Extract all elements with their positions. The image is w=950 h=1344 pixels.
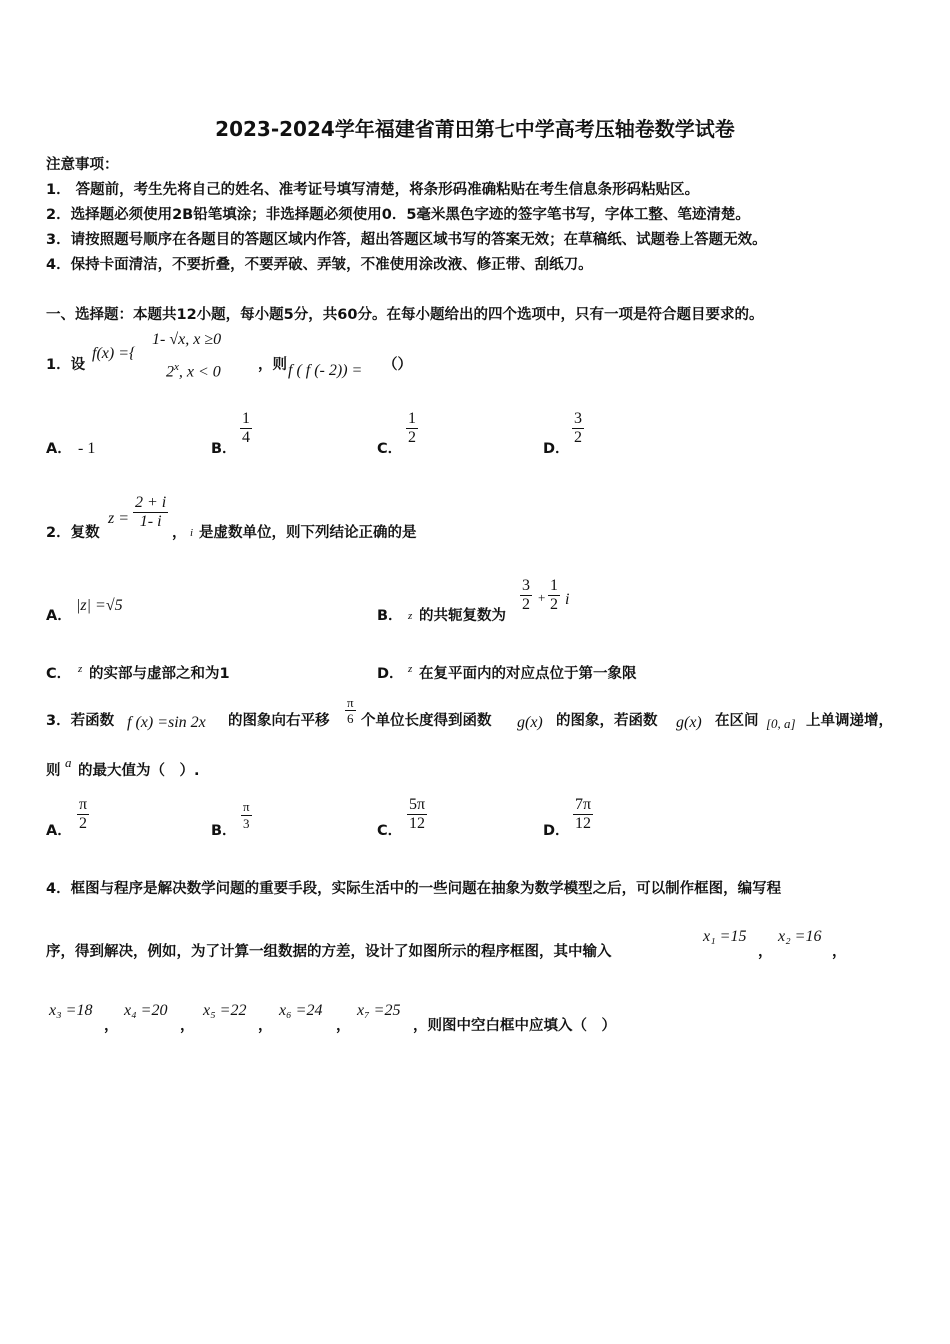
q4-sep3: ，: [104, 1018, 119, 1034]
q2-i: i: [190, 527, 194, 539]
q1-option-a-label: A．: [46, 441, 72, 457]
q4-sep1: ，: [758, 944, 773, 960]
q4-x5: x₅ =22: [203, 1002, 247, 1019]
q4-x2: x₂ =16: [778, 928, 822, 945]
q3-gx: g(x): [517, 714, 543, 731]
q3-option-d-label: D．: [543, 823, 570, 839]
q3-option-a-fraction: $\frac{\pi}{2}$: [79, 796, 88, 832]
q1-expr: f ( f (- 2)) =: [288, 362, 363, 379]
q1-paren: （）: [383, 357, 412, 373]
q2-option-b-text: 的共轭复数为: [419, 608, 506, 624]
q1-option-d-label: D．: [543, 441, 570, 457]
q3-line2-a: 则: [46, 763, 61, 779]
q3-option-b-label: B．: [211, 823, 237, 839]
q3-a: a: [65, 755, 72, 770]
q3-text-1: 的图象向右平移: [228, 713, 330, 729]
notice-heading: 注意事项：: [46, 157, 119, 173]
q3-text-5: 上单调递增，: [806, 713, 893, 729]
q4-x6: x₆ =24: [279, 1002, 323, 1019]
notice-item-3: 3．请按照题号顺序在各题目的答题区域内作答，超出答题区域书写的答案无效；在草稿纸、试题卷上答题无效。: [46, 232, 767, 248]
q1-case1: 1- √x, x ≥0: [152, 331, 222, 348]
q4-sep5: ，: [258, 1018, 273, 1034]
q4-sep6: ，: [336, 1018, 351, 1034]
q4-x1: x₁ =15: [703, 928, 747, 945]
q2-lead: 2．复数: [46, 525, 100, 541]
q2-option-d-text: 在复平面内的对应点位于第一象限: [419, 666, 637, 682]
q3-option-a-label: A．: [46, 823, 72, 839]
q4-sep4: ，: [180, 1018, 195, 1034]
q3-shift-fraction: $\frac{\pi}{6}$: [347, 695, 354, 726]
q1-option-c-label: C．: [377, 441, 403, 457]
q1-option-a-value: - 1: [78, 440, 96, 457]
q4-x7: x₇ =25: [357, 1002, 401, 1019]
q2-option-a-label: A．: [46, 608, 72, 624]
q2-z-eq: z =: [108, 510, 130, 527]
q1-then: ，则: [258, 357, 287, 373]
q2-option-b-i: i: [565, 591, 570, 608]
q2-comma: ，: [172, 525, 187, 541]
q2-option-c-text: 的实部与虚部之和为1: [89, 666, 230, 682]
q4-sep2: ，: [832, 944, 847, 960]
q1-option-d-fraction: $\frac{3}{2}$: [574, 410, 582, 446]
page-title: 2023-2024学年福建省莆田第七中学高考压轴卷数学试卷: [215, 117, 735, 141]
notice-item-4: 4．保持卡面清洁，不要折叠，不要弄破、弄皱，不准使用涂改液、修正带、刮纸刀。: [46, 257, 593, 273]
q2-option-b-frac1: $\frac{3}{2}$: [522, 577, 530, 613]
q3-text-4: 在区间: [715, 713, 759, 729]
q2-option-d-z: z: [408, 663, 413, 675]
q3-option-c-label: C．: [377, 823, 403, 839]
q4-x4: x₄ =20: [124, 1002, 168, 1019]
q3-gx-2: g(x): [676, 714, 702, 731]
notice-item-1: 1． 答题前，考生先将自己的姓名、准考证号填写清楚，将条形码准确粘贴在考生信息条形码粘贴区。: [46, 182, 700, 198]
q1-lead: 1．设: [46, 357, 86, 373]
q2-option-a-math: |z| =√5: [76, 597, 123, 614]
q2-option-b-z: z: [408, 610, 413, 622]
q3-text-3: 的图象，若函数: [556, 713, 658, 729]
q3-text-2: 个单位长度得到函数: [361, 713, 492, 729]
q2-option-c-label: C．: [46, 666, 72, 682]
q4-line2: 序，得到解决，例如，为了计算一组数据的方差，设计了如图所示的程序框图，其中输入: [46, 944, 612, 960]
q1-option-b-label: B．: [211, 441, 237, 457]
q3-interval: [0, a]: [766, 716, 796, 731]
q4-line1: 4．框图与程序是解决数学问题的重要手段，实际生活中的一些问题在抽象为数学模型之后，可以制作框图，编写程: [46, 881, 782, 897]
q3-option-b-fraction: $\frac{\pi}{3}$: [243, 799, 250, 831]
notice-item-2: 2．选择题必须使用2B铅笔填涂；非选择题必须使用0．5毫米黑色字迹的签字笔书写，字体工整、笔迹清楚。: [46, 207, 750, 223]
q1-option-c-fraction: $\frac{1}{2}$: [408, 410, 416, 446]
q4-end: ，则图中空白框中应填入（ ）: [413, 1018, 616, 1034]
q2-option-b-plus: +: [538, 590, 546, 605]
q2-option-c-z: z: [78, 663, 83, 675]
q1-case2: 2$^x$, x < 0: [166, 361, 221, 381]
section-heading: 一、选择题：本题共12小题，每小题5分，共60分。在每小题给出的四个选项中，只有一项是符合题目要求的。: [46, 307, 764, 323]
q2-option-b-label: B．: [377, 608, 403, 624]
q2-rest: 是虚数单位，则下列结论正确的是: [199, 525, 417, 541]
q2-fraction: $\frac{2 + i}{1- i}$: [135, 494, 167, 530]
q1-fx: f(x) ={: [92, 345, 136, 362]
q3-line2-b: 的最大值为（ ）.: [78, 763, 200, 779]
q3-option-c-fraction: $\frac{5\pi}{12}$: [409, 796, 426, 832]
q3-option-d-fraction: $\frac{7\pi}{12}$: [575, 796, 592, 832]
q4-x3: x₃ =18: [49, 1002, 93, 1019]
q1-option-b-fraction: $\frac{1}{4}$: [242, 410, 250, 446]
q2-option-d-label: D．: [377, 666, 404, 682]
q3-lead: 3．若函数: [46, 713, 115, 729]
q2-option-b-frac2: $\frac{1}{2}$: [550, 577, 558, 613]
q3-fx: f (x) =sin 2x: [127, 714, 206, 731]
